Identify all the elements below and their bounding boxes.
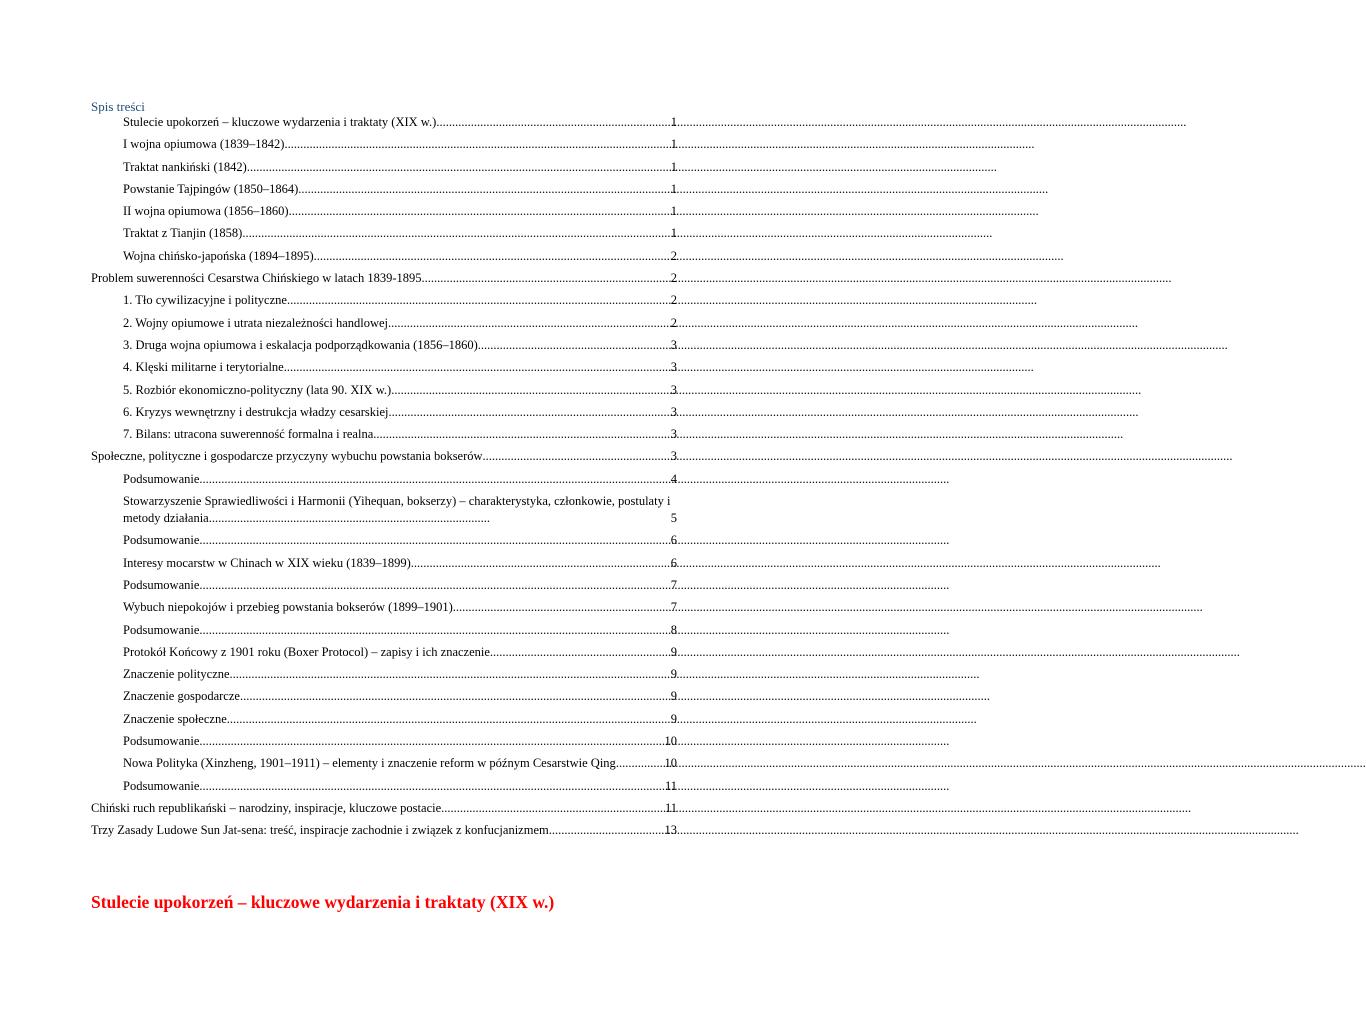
toc-entry-title: Podsumowanie xyxy=(123,533,200,548)
toc-entry[interactable] xyxy=(91,733,677,750)
toc-dot-leader xyxy=(298,181,670,198)
toc-page-number: 2 xyxy=(670,293,677,308)
toc-entry[interactable] xyxy=(91,359,677,376)
toc-entry-title: Powstanie Tajpingów (1850–1864) xyxy=(123,181,299,196)
toc-page-number: 9 xyxy=(670,689,677,704)
toc-entry-title: Wybuch niepokojów i przebieg powstania bokserów (1899–1901) xyxy=(123,600,453,615)
toc-page-number: 3 xyxy=(670,382,677,397)
toc-entry[interactable] xyxy=(91,181,677,198)
toc-dot-leader xyxy=(483,448,671,465)
toc-entry-title: 7. Bilans: utracona suwerenność formalna i realna xyxy=(123,427,374,442)
toc-page-number: 13 xyxy=(664,823,677,838)
toc-entry-title: Traktat z Tianjin (1858) xyxy=(123,226,243,241)
toc-entry-title: Problem suwerenności Cesarstwa Chińskiego w latach 1839-1895 xyxy=(91,271,422,286)
section-heading: Stulecie upokorzeń – kluczowe wydarzenia i traktaty (XIX w.) xyxy=(91,892,555,912)
toc-entry[interactable] xyxy=(91,248,677,265)
toc-entry-title: Wojna chińsko-japońska (1894–1895) xyxy=(123,248,314,263)
toc-entry-title: I wojna opiumowa (1839–1842) xyxy=(123,137,285,152)
toc-dot-leader xyxy=(478,337,671,354)
toc-page-number: 10 xyxy=(664,734,677,749)
toc-entry-title: Interesy mocarstw w Chinach w XIX wieku (1839–1899) xyxy=(123,555,411,570)
toc-dot-leader xyxy=(230,666,671,683)
toc-page-number: 10 xyxy=(664,756,677,771)
toc-entry-title: Nowa Polityka (Xinzheng, 1901–1911) – elementy i znaczenie reform w późnym Cesarstwie Qing xyxy=(123,756,616,771)
toc-dot-leader: .......................................................................................... xyxy=(208,511,490,526)
toc-entry[interactable] xyxy=(91,159,677,176)
toc-entry[interactable] xyxy=(91,471,677,488)
toc-entry-title: 3. Druga wojna opiumowa i eskalacja podporządkowania (1856–1860) xyxy=(123,337,478,352)
toc-entry-title: 5. Rozbiór ekonomiczno-polityczny (lata 90. XIX w.) xyxy=(123,382,392,397)
toc-dot-leader xyxy=(287,292,671,309)
toc-dot-leader xyxy=(422,270,671,287)
toc-entry-title: Chiński ruch republikański – narodziny, inspiracje, kluczowe postacie xyxy=(91,800,442,815)
toc-entry-title: Podsumowanie xyxy=(123,734,200,749)
toc-dot-leader xyxy=(411,555,671,572)
toc-entry-title: Traktat nankiński (1842) xyxy=(123,159,247,174)
toc-dot-leader xyxy=(199,471,670,488)
toc-dot-leader xyxy=(199,778,665,795)
toc-entry[interactable] xyxy=(91,270,677,287)
toc-entry[interactable] xyxy=(91,755,677,772)
toc-page-number: 3 xyxy=(670,404,677,419)
toc-page-number: 2 xyxy=(670,248,677,263)
toc-entry[interactable] xyxy=(91,136,677,153)
toc-dot-leader xyxy=(389,404,671,421)
toc-entry-title: 6. Kryzys wewnętrzny i destrukcja władzy cesarskiej xyxy=(123,404,389,419)
toc-entry[interactable] xyxy=(91,711,677,728)
toc-entry-title: II wojna opiumowa (1856–1860) xyxy=(123,204,289,219)
toc-entry-title: Podsumowanie xyxy=(123,778,200,793)
toc-page-number: 8 xyxy=(670,622,677,637)
toc-page-number: 11 xyxy=(664,800,677,815)
toc-entry[interactable] xyxy=(91,404,677,421)
toc-page-number: 7 xyxy=(670,600,677,615)
toc-dot-leader xyxy=(314,248,671,265)
toc-entry[interactable] xyxy=(91,337,677,354)
toc-page-number: 1 xyxy=(670,181,677,196)
toc-dot-leader xyxy=(227,711,671,728)
toc-dot-leader xyxy=(284,359,671,376)
toc-dot-leader xyxy=(284,136,670,153)
toc-entry[interactable] xyxy=(91,822,677,839)
toc-entry[interactable] xyxy=(91,315,677,332)
toc-page-number: 3 xyxy=(670,427,677,442)
toc-dot-leader xyxy=(441,800,665,817)
toc-entry[interactable] xyxy=(91,448,677,465)
toc-page-number: 6 xyxy=(670,555,677,570)
toc-dot-leader xyxy=(247,159,671,176)
toc-page-number: 1 xyxy=(670,204,677,219)
toc-entry[interactable] xyxy=(91,225,677,242)
toc-entry[interactable] xyxy=(91,688,677,705)
toc-page-number: 6 xyxy=(670,533,677,548)
toc-entry-title: Znaczenie społeczne xyxy=(123,711,227,726)
table-of-contents xyxy=(91,114,677,845)
toc-entry-title: 2. Wojny opiumowe i utrata niezależności handlowej xyxy=(123,315,389,330)
toc-dot-leader xyxy=(240,688,671,705)
toc-page-number: 2 xyxy=(670,271,677,286)
toc-page-number: 9 xyxy=(670,644,677,659)
toc-entry[interactable] xyxy=(91,599,677,616)
toc-entry[interactable] xyxy=(91,778,677,795)
toc-dot-leader xyxy=(490,644,671,661)
toc-page-number: 1 xyxy=(670,159,677,174)
toc-dot-leader xyxy=(289,203,671,220)
toc-entry-title: Protokół Końcowy z 1901 roku (Boxer Protocol) – zapisy i ich znaczenie xyxy=(123,644,490,659)
toc-dot-leader xyxy=(373,426,670,443)
toc-page-number: 3 xyxy=(670,337,677,352)
toc-page-number: 4 xyxy=(670,471,677,486)
toc-entry-title: 1. Tło cywilizacyjne i polityczne xyxy=(123,293,287,308)
toc-entry-title: Stulecie upokorzeń – kluczowe wydarzenia i traktaty (XIX w.) xyxy=(123,115,437,129)
toc-entry-title: Społeczne, polityczne i gospodarcze przyczyny wybuchu powstania bokserów xyxy=(91,449,483,464)
toc-entry[interactable] xyxy=(91,532,677,549)
toc-dot-leader xyxy=(616,755,665,772)
toc-dot-leader xyxy=(549,822,665,839)
toc-entry[interactable] xyxy=(91,622,677,639)
toc-entry-title: Podsumowanie xyxy=(123,577,200,592)
toc-entry-title: 4. Klęski militarne i terytorialne xyxy=(123,360,284,375)
toc-entry-title: Znaczenie gospodarcze xyxy=(123,689,240,704)
toc-entry[interactable] xyxy=(91,382,677,399)
toc-dot-leader xyxy=(199,532,670,549)
toc-entry-title: Znaczenie polityczne xyxy=(123,667,230,682)
toc-page-number: 9 xyxy=(670,667,677,682)
toc-page-number: 5 xyxy=(670,511,677,526)
toc-entry-title: Trzy Zasady Ludowe Sun Jat-sena: treść, inspiracje zachodnie i związek z konfucjanizmem xyxy=(91,823,549,838)
toc-entry[interactable] xyxy=(91,800,677,817)
toc-entry-title: Podsumowanie xyxy=(123,471,200,486)
toc-entry[interactable] xyxy=(91,644,677,661)
toc-dot-leader xyxy=(199,577,670,594)
toc-page-number: 7 xyxy=(670,577,677,592)
toc-dot-leader xyxy=(388,315,671,332)
toc-entry[interactable] xyxy=(91,555,677,572)
toc-entry[interactable] xyxy=(91,114,677,131)
toc-entry[interactable] xyxy=(91,292,677,309)
toc-page-number: 1 xyxy=(670,226,677,241)
toc-dot-leader xyxy=(199,622,670,639)
toc-dot-leader xyxy=(242,225,670,242)
toc-page-number: 9 xyxy=(670,711,677,726)
toc-entry-title: Stowarzyszenie Sprawiedliwości i Harmonii (Yihequan, bokserzy) – charakterystyka, członkowie, postulaty i metody działania.......................................................................................... xyxy=(123,494,671,526)
toc-entry[interactable] xyxy=(91,203,677,220)
toc-page-number: 1 xyxy=(670,137,677,152)
toc-entry[interactable] xyxy=(91,426,677,443)
toc-page-number: 3 xyxy=(670,449,677,464)
toc-page-number: 2 xyxy=(670,315,677,330)
toc-dot-leader xyxy=(199,733,664,750)
toc-entry[interactable] xyxy=(91,577,677,594)
toc-page-number: 3 xyxy=(670,360,677,375)
toc-entry[interactable] xyxy=(91,666,677,683)
toc-page-number: 1 xyxy=(670,115,677,129)
toc-page-number: 11 xyxy=(664,778,677,793)
toc-dot-leader xyxy=(436,114,670,131)
toc-entry[interactable] xyxy=(91,493,677,527)
toc-heading: Spis treści xyxy=(91,99,145,114)
toc-dot-leader xyxy=(391,382,671,399)
toc-entry-title: Podsumowanie xyxy=(123,622,200,637)
toc-dot-leader xyxy=(453,599,671,616)
